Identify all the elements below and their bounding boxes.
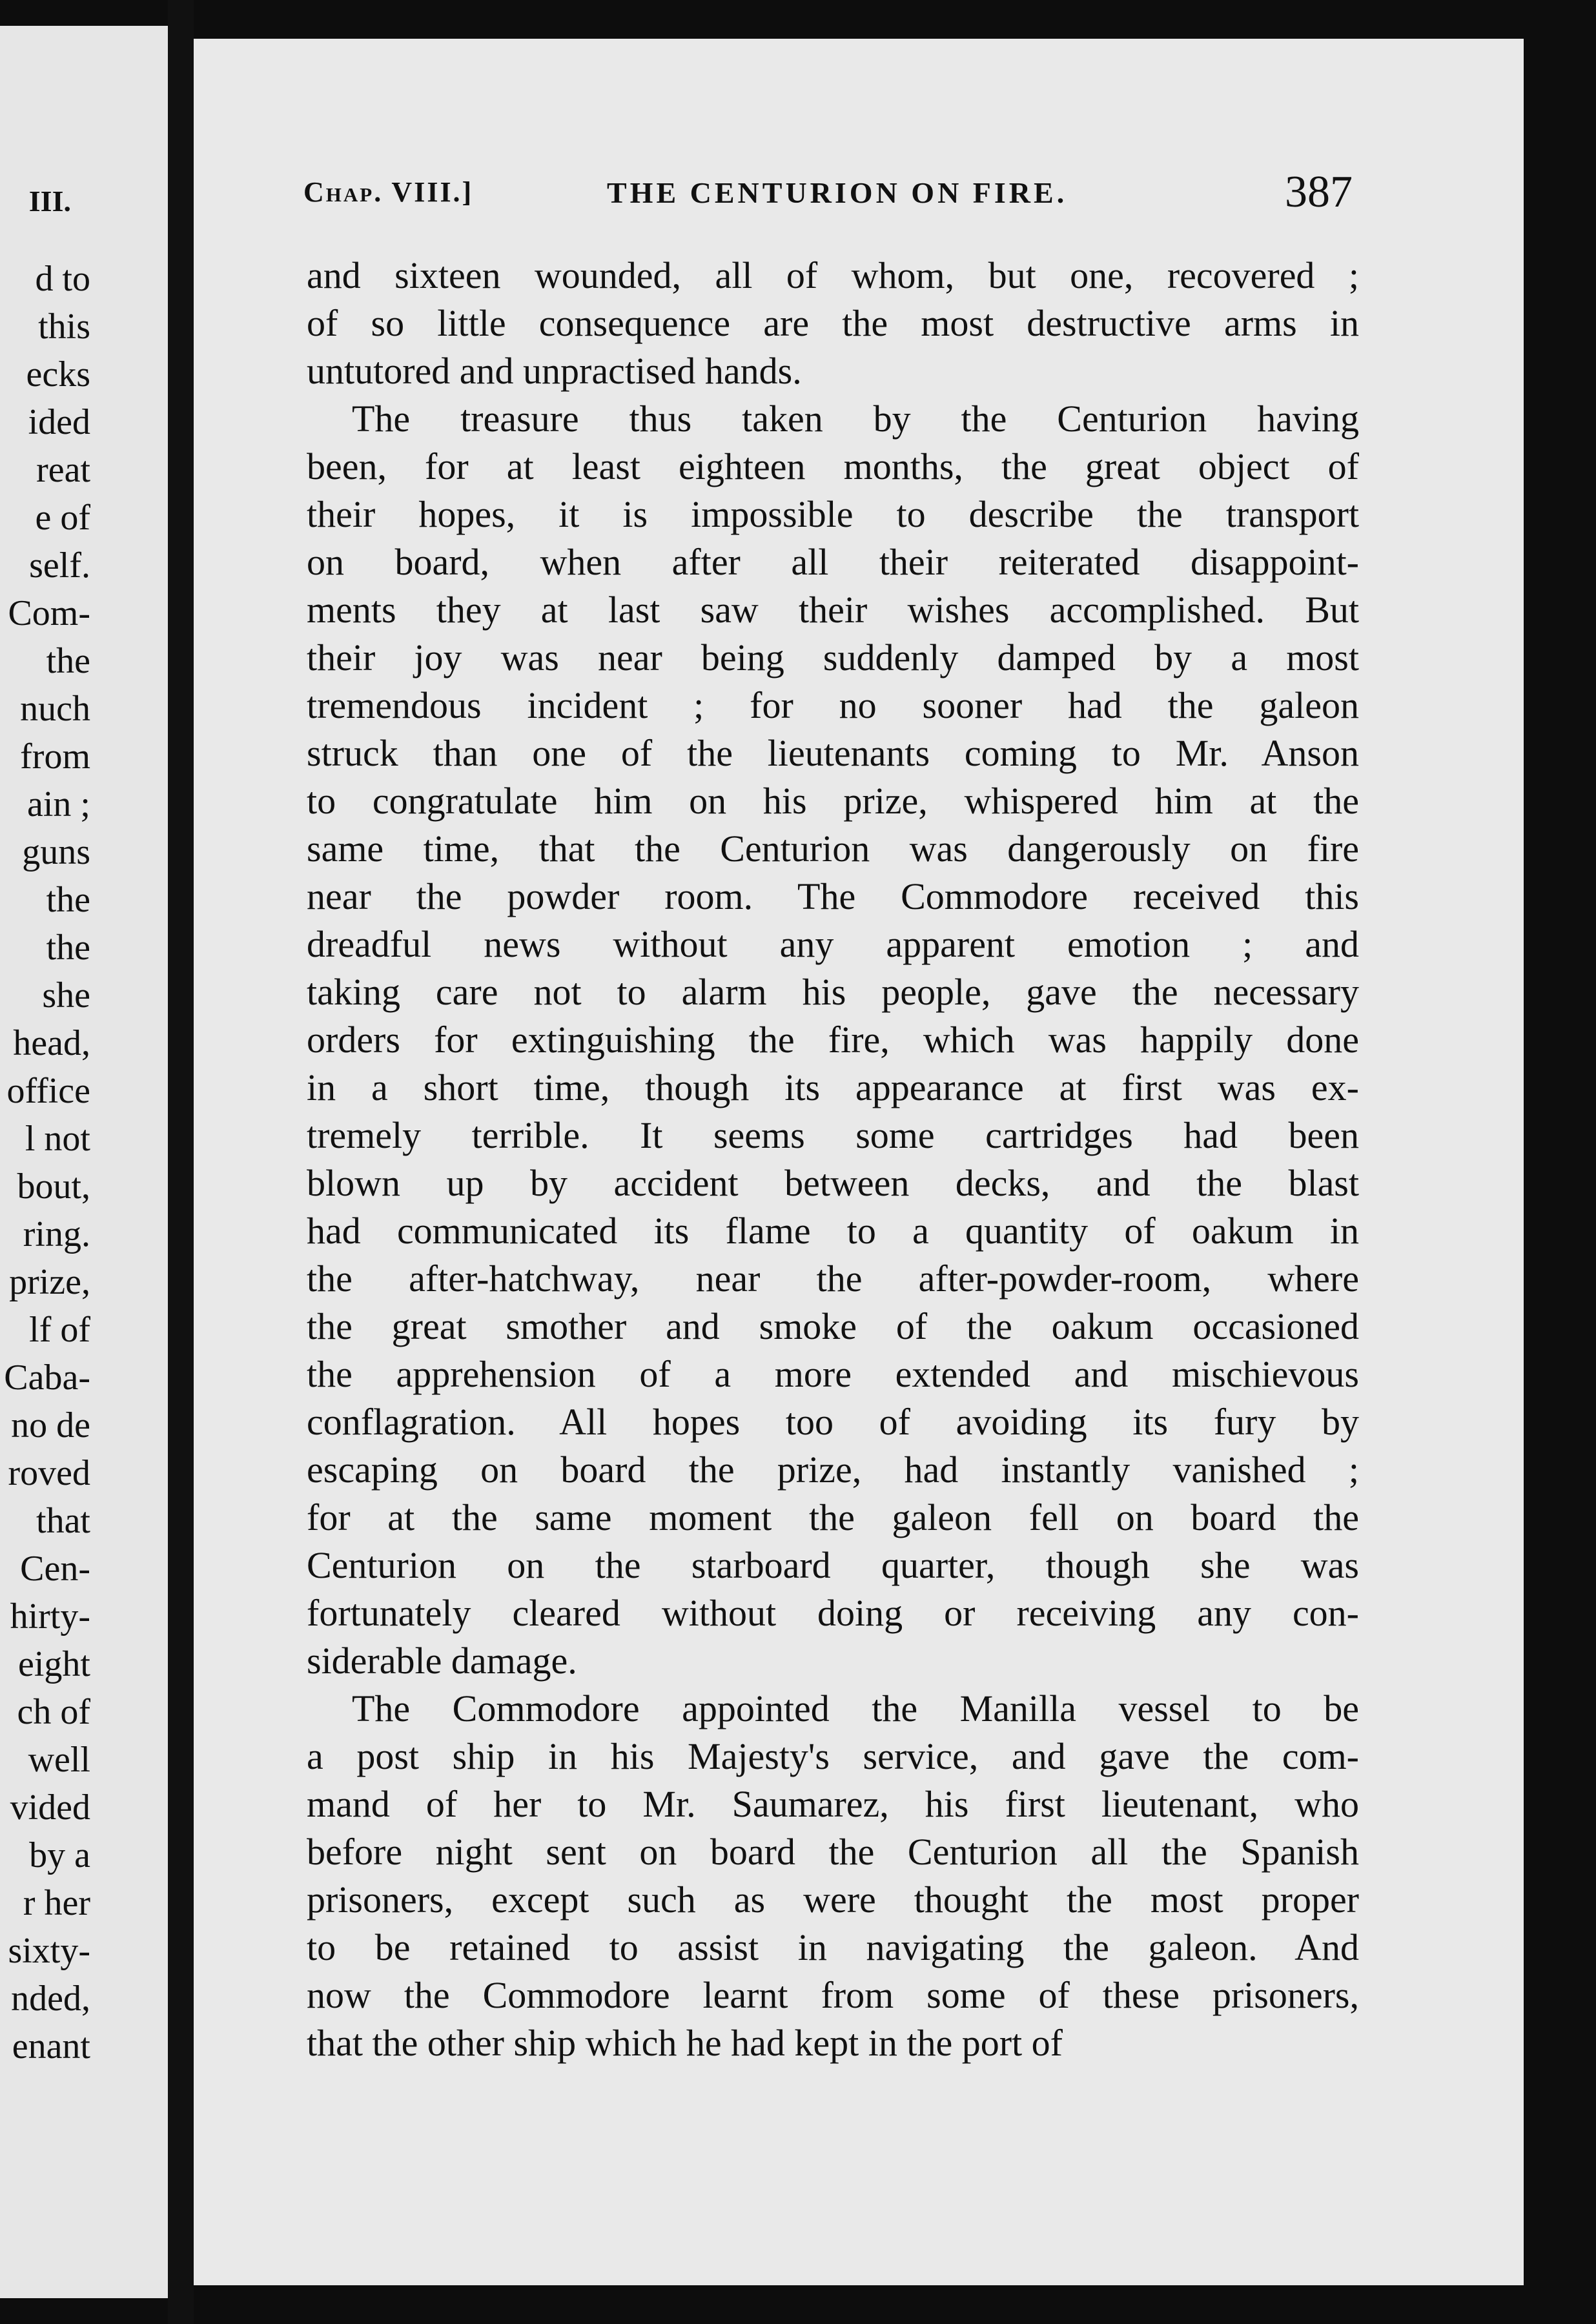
body-line: struck than one of the lieutenants coming to Mr. Anson	[307, 732, 1359, 774]
running-head-chapter: Chap. VIII.]	[303, 176, 474, 208]
left-page-line: eight	[18, 1644, 90, 1684]
left-page-fragment	[0, 26, 168, 2298]
body-line: The Commodore appointed the Manilla vessel to be	[352, 1687, 1359, 1729]
left-page-line: she	[42, 975, 90, 1015]
body-line: a post ship in his Majesty's service, and gave the com-	[307, 1735, 1359, 1777]
left-page-line: prize,	[9, 1262, 90, 1302]
page-body-text	[307, 252, 1359, 2067]
left-page-line: nded,	[11, 1979, 90, 2019]
left-page-line: lf of	[29, 1310, 90, 1350]
body-line: the apprehension of a more extended and mischievous	[307, 1353, 1359, 1395]
left-page-line: e of	[35, 498, 90, 538]
body-line: fortunately cleared without doing or receiving any con-	[307, 1592, 1359, 1634]
left-page-line: well	[28, 1740, 90, 1780]
body-line: near the powder room. The Commodore received this	[307, 875, 1359, 917]
left-page-line: ain ;	[27, 784, 90, 824]
body-line: conflagration. All hopes too of avoiding its fury by	[307, 1401, 1359, 1443]
book-binding	[168, 0, 194, 2324]
left-page-line: nuch	[20, 689, 90, 729]
left-page-line: enant	[12, 2026, 90, 2066]
body-line: that the other ship which he had kept in the port of	[307, 2022, 1063, 2064]
body-line: same time, that the Centurion was dangerously on fire	[307, 828, 1359, 870]
left-page-line: ided	[28, 402, 90, 442]
body-line: their joy was near being suddenly damped by a most	[307, 637, 1359, 678]
body-line: to congratulate him on his prize, whispered him at the	[307, 780, 1359, 822]
left-page-line: by a	[29, 1835, 90, 1875]
left-page-line: this	[38, 307, 90, 347]
page-number: 387	[1285, 167, 1353, 217]
body-line: of so little consequence are the most destructive arms in	[307, 302, 1359, 344]
left-page-line: vided	[10, 1788, 90, 1828]
body-line: mand of her to Mr. Saumarez, his first lieutenant, who	[307, 1783, 1359, 1825]
left-page-header-fragment: III.	[28, 185, 71, 218]
left-page-line: Caba-	[4, 1358, 90, 1398]
left-page-line: roved	[8, 1453, 90, 1493]
body-line: siderable damage.	[307, 1640, 577, 1682]
body-line: untutored and unpractised hands.	[307, 350, 802, 392]
left-page-line: head,	[13, 1023, 90, 1063]
body-line: taking care not to alarm his people, gave the necessary	[307, 971, 1359, 1013]
body-line: dreadful news without any apparent emotion ; and	[307, 923, 1359, 965]
left-page-line: that	[36, 1501, 90, 1541]
body-line: before night sent on board the Centurion all the Spanish	[307, 1831, 1359, 1873]
left-page-line: d to	[35, 259, 90, 299]
left-page-line: self.	[29, 545, 90, 586]
left-page-line: ch of	[17, 1692, 90, 1732]
body-line: The treasure thus taken by the Centurion having	[352, 398, 1359, 440]
left-page-line: guns	[22, 832, 90, 872]
body-line: the after-hatchway, near the after-powder-room, where	[307, 1258, 1359, 1300]
running-head-title: THE CENTURION ON FIRE.	[607, 176, 1068, 209]
left-page-line: reat	[36, 450, 90, 490]
body-line: prisoners, except such as were thought the most proper	[307, 1879, 1359, 1921]
left-page-line: Cen-	[20, 1549, 90, 1589]
body-line: orders for extinguishing the fire, which was happily done	[307, 1019, 1359, 1061]
left-page-line: Com-	[8, 593, 90, 633]
left-page-line: the	[46, 880, 90, 920]
left-page-line: no de	[11, 1405, 90, 1445]
body-line: had communicated its flame to a quantity of oakum in	[307, 1210, 1359, 1252]
left-page-line: from	[20, 737, 90, 777]
left-page-line: office	[6, 1071, 90, 1111]
body-line: escaping on board the prize, had instantly vanished ;	[307, 1449, 1359, 1491]
left-page-line: bout,	[17, 1167, 90, 1207]
left-page-line: ecks	[26, 354, 90, 394]
left-page-line: hirty-	[10, 1596, 90, 1636]
body-line: and sixteen wounded, all of whom, but one, recovered ;	[307, 254, 1359, 296]
body-line: Centurion on the starboard quarter, though she was	[307, 1544, 1359, 1586]
body-line: now the Commodore learnt from some of these prisoners,	[307, 1974, 1359, 2016]
body-line: ments they at last saw their wishes accomplished. But	[307, 589, 1359, 631]
body-line: the great smother and smoke of the oakum occasioned	[307, 1305, 1359, 1347]
body-line: to be retained to assist in navigating the galeon. And	[307, 1926, 1359, 1968]
body-line: blown up by accident between decks, and the blast	[307, 1162, 1359, 1204]
body-line: their hopes, it is impossible to describe the transport	[307, 493, 1359, 535]
left-page-line: ring.	[23, 1214, 90, 1254]
body-line: in a short time, though its appearance at first was ex-	[307, 1066, 1359, 1108]
body-line: for at the same moment the galeon fell on board the	[307, 1496, 1359, 1538]
left-page-line: the	[46, 928, 90, 968]
left-page-line: r her	[23, 1883, 90, 1923]
body-line: been, for at least eighteen months, the great object of	[307, 445, 1359, 487]
body-line: tremely terrible. It seems some cartridges had been	[307, 1114, 1359, 1156]
left-page-line: l not	[25, 1119, 90, 1159]
body-line: tremendous incident ; for no sooner had the galeon	[307, 684, 1359, 726]
body-line: on board, when after all their reiterated disappoint-	[307, 541, 1359, 583]
left-page-line: the	[46, 641, 90, 681]
left-page-line: sixty-	[8, 1931, 90, 1971]
